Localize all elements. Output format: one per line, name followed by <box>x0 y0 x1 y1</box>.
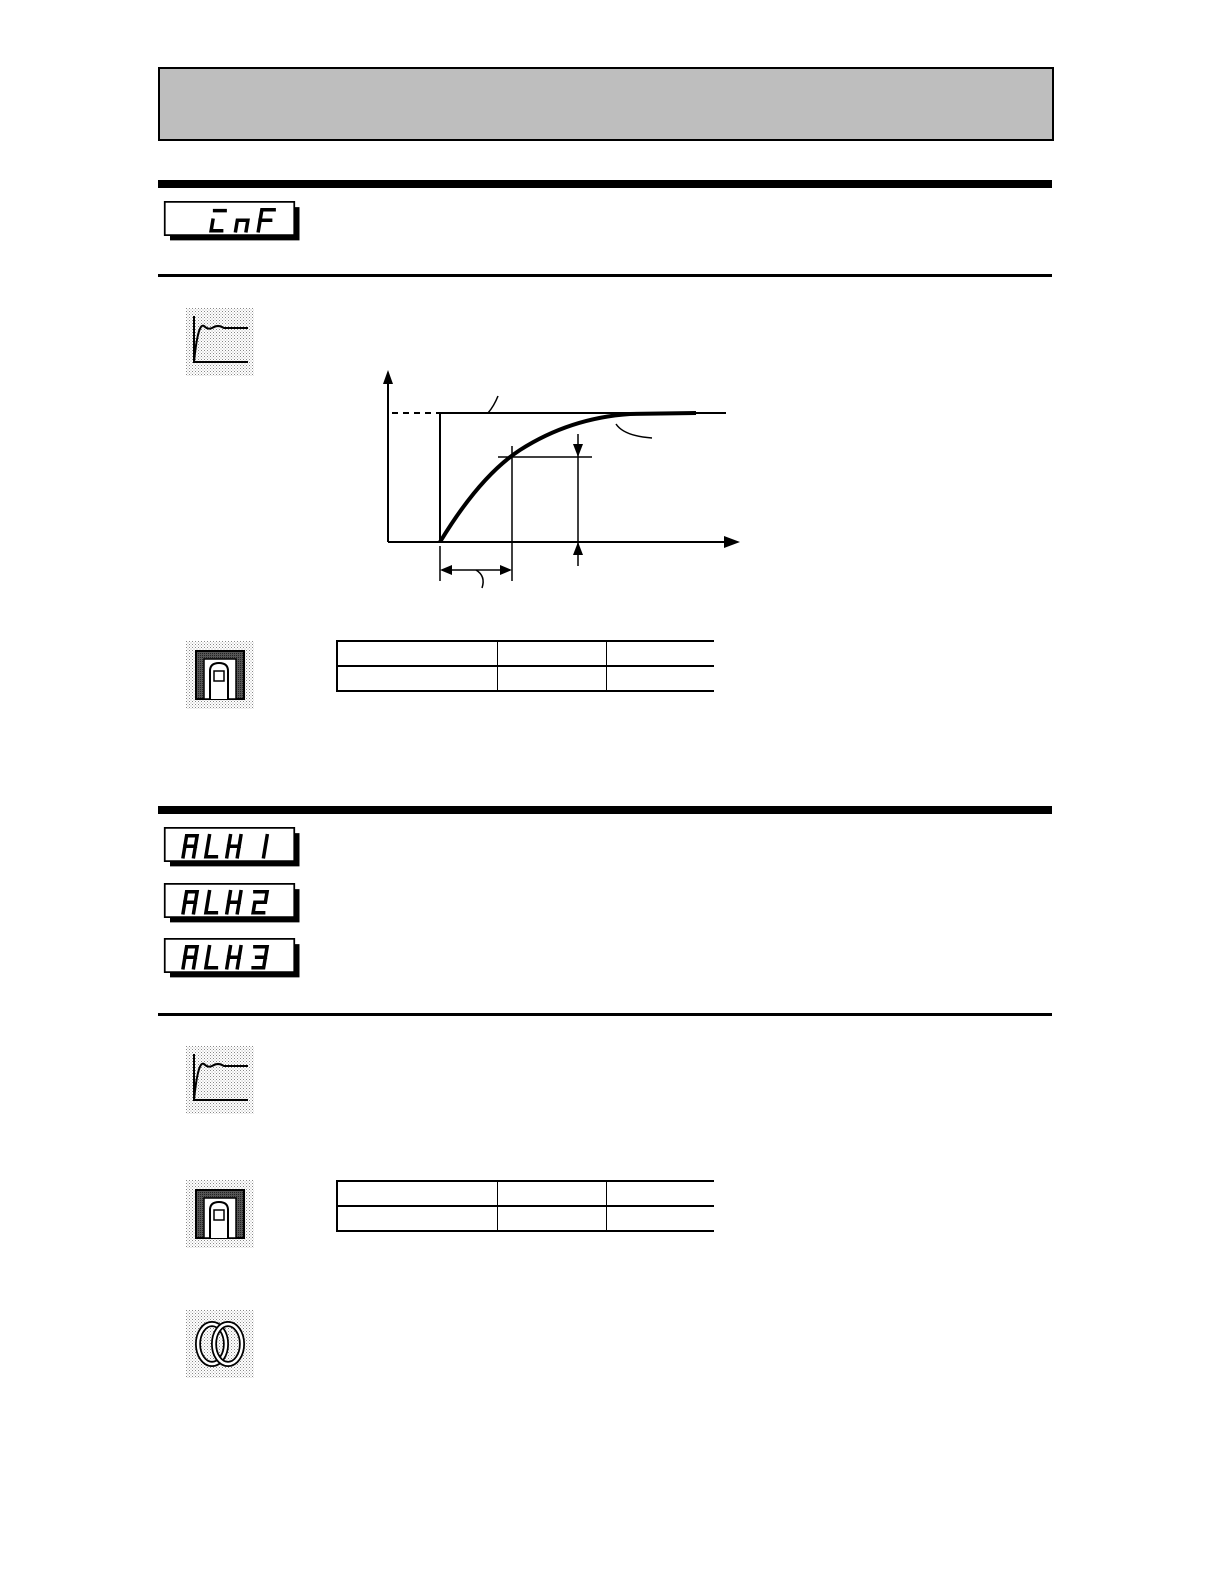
table-cell <box>337 666 498 691</box>
table-cell <box>606 666 714 691</box>
table-cell <box>498 641 606 666</box>
section1-top-rule <box>158 180 1052 188</box>
table-cell <box>498 1206 606 1231</box>
lcd-display-alh2 <box>158 883 308 925</box>
table-row <box>337 1206 714 1231</box>
finger-switch-icon <box>186 1180 254 1248</box>
finger-switch-icon <box>186 641 254 709</box>
section1-bottom-rule <box>158 274 1052 277</box>
table-cell <box>606 1206 714 1231</box>
section1-setting-table <box>336 640 714 692</box>
table-cell <box>337 1206 498 1231</box>
table-cell <box>337 641 498 666</box>
table-row <box>337 1181 714 1206</box>
lcd-display-alh1 <box>158 827 308 869</box>
table-cell <box>606 641 714 666</box>
table-row <box>337 641 714 666</box>
lcd-display-alh3 <box>158 938 308 980</box>
section2-top-rule <box>158 806 1052 814</box>
interlocked-rings-icon <box>186 1310 254 1378</box>
table-row <box>337 666 714 691</box>
diagram-step-input <box>440 413 726 542</box>
page-header-box <box>158 67 1054 141</box>
diagram-response-curve <box>440 413 696 542</box>
table-cell <box>606 1181 714 1206</box>
response-curve-icon <box>186 308 254 376</box>
section2-setting-table <box>336 1180 714 1232</box>
lcd-display-inf <box>158 201 308 243</box>
table-cell <box>498 666 606 691</box>
section2-bottom-rule <box>158 1013 1052 1016</box>
table-cell <box>498 1181 606 1206</box>
table-cell <box>337 1181 498 1206</box>
step-response-diagram <box>370 366 750 591</box>
response-curve-icon <box>186 1046 254 1114</box>
